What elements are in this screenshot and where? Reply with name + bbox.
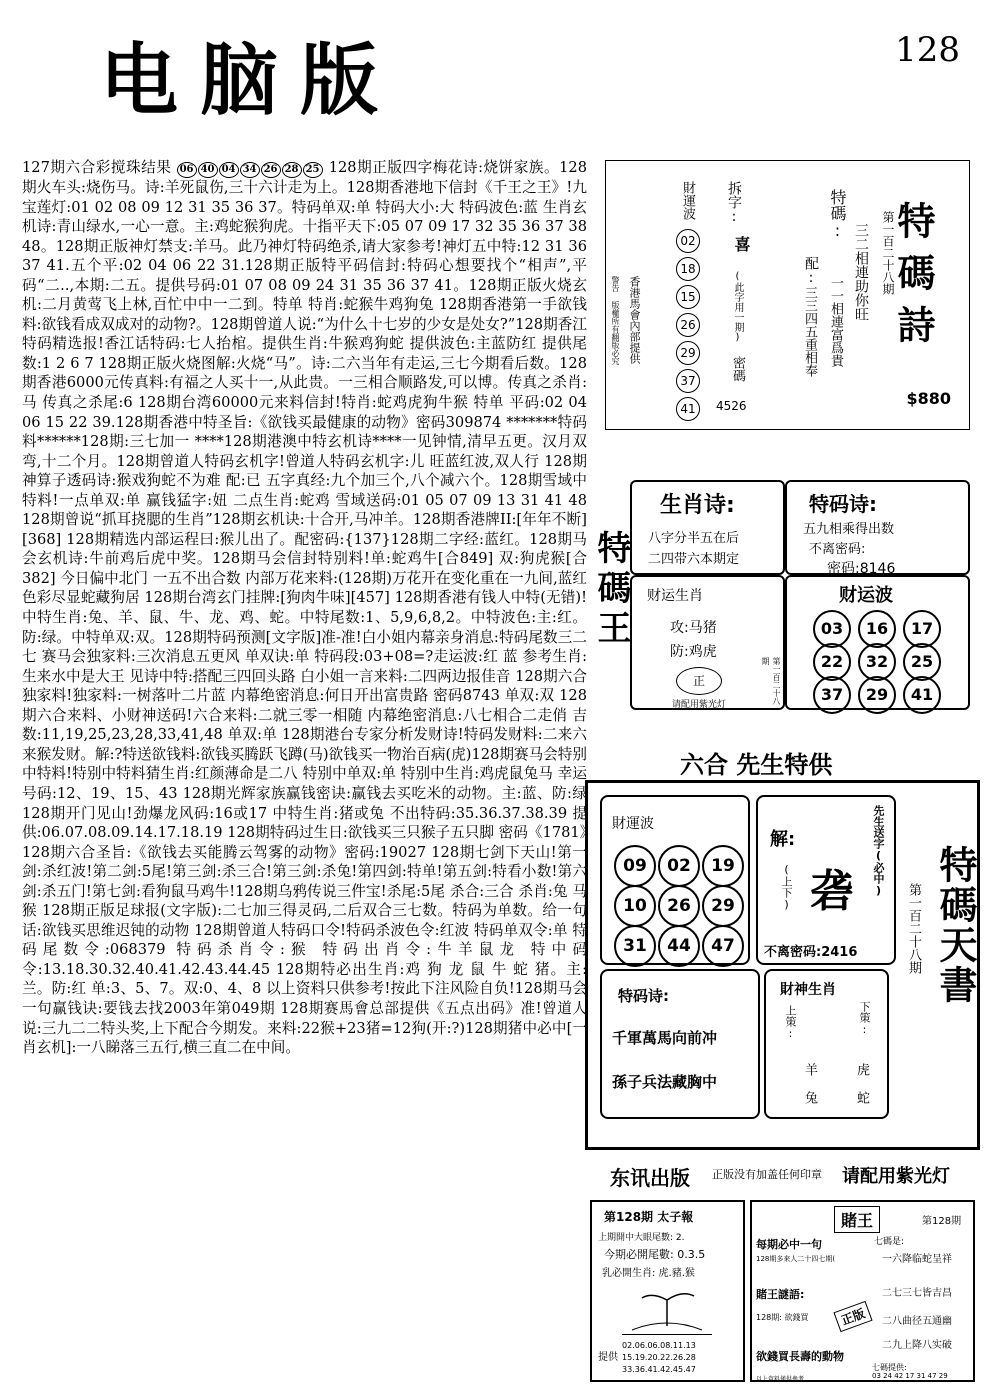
uv-label: 请配用紫光灯 (842, 1166, 950, 1187)
tianshu-poem-box (600, 969, 760, 1119)
tema-poem-2: 一一相連富爲貴 (828, 276, 843, 367)
taizi-illustration (622, 1286, 712, 1335)
caiyunbo-ball: 32 (858, 643, 896, 681)
duwang-title: 賭王 (834, 1206, 880, 1233)
result-ball: 34 (240, 162, 260, 178)
taizi-line-3: 乳必開生肖: 虎.豬.猴 (602, 1268, 695, 1279)
tianshu-mima: 不离密码:2416 (764, 945, 858, 960)
qima-nums: 03 24 42 17 31 47 29 (872, 1372, 948, 1380)
tema-poem-1: 三二相連助你旺 (853, 223, 869, 321)
result-ball: 06 (177, 162, 197, 178)
taizi-tigong: 提供 (598, 1352, 618, 1363)
taizi-box (590, 1200, 745, 1382)
shang-values: 羊 兔 (802, 1063, 817, 1104)
caiyun-title: 财运生肖 (647, 588, 703, 604)
bulimima-label: 不离密码: (809, 542, 866, 557)
jie-box (756, 795, 896, 965)
caiyunbo-ball: 37 (813, 676, 851, 714)
caiyunbo-ball: 22 (813, 643, 851, 681)
caiyunbo-ball: 41 (676, 397, 700, 421)
caiyunbo-ball: 16 (858, 610, 896, 648)
tianshu-ball: 26 (658, 885, 700, 927)
shengxiao-poem-1: 八字分半五在后 (648, 531, 740, 546)
fang-line: 防:鸡虎 (670, 644, 717, 660)
mima-value: 密码:8146 (827, 561, 896, 577)
warning-label: 警告 (611, 276, 620, 292)
shang-label: 上策: (784, 1005, 797, 1040)
result-balls (177, 159, 329, 176)
tema-wang-title: 特碼王 (591, 530, 631, 650)
tianshu-header: 六合 先生特供 (680, 751, 833, 779)
side-text: 香港馬會內部提供 (628, 276, 641, 364)
mei-qi-label: 每期必中一句 (756, 1238, 822, 1251)
line-4: 二九上降八实破 (882, 1340, 952, 1351)
tianshu-ball: 09 (614, 845, 656, 887)
tianshu-poem-1: 千軍萬馬向前冲 (612, 1029, 718, 1047)
taizi-line-1: 上期開中大眼尾數: 2. (598, 1233, 685, 1243)
tema-shi-box (605, 160, 970, 430)
seal-text: 正 (692, 674, 705, 688)
mi-sub: 128期: 欲錢買 (756, 1313, 809, 1322)
caiyunbo-ball: 26 (676, 313, 700, 337)
caiyunbo-ball: 29 (858, 676, 896, 714)
results-label: 127期六合彩搅珠结果 (22, 159, 172, 176)
caiyunbo-ball: 18 (676, 257, 700, 281)
chaizi-note: (此字用一期) (732, 271, 743, 343)
tema-shi-small-box (785, 480, 970, 575)
tema-wang-box (585, 480, 980, 740)
caiyunbo-label: 財運波 (680, 181, 695, 220)
tianshu-period: 第一百二十八期 (906, 883, 921, 974)
tree-icon (622, 1286, 712, 1334)
tianshu-poem-2: 孫子兵法藏胸中 (612, 1073, 718, 1091)
stamp-label: 正版 (833, 1301, 872, 1332)
jie-sub: (上下) (780, 863, 793, 911)
xia-values: 虎 蛇 (854, 1063, 869, 1104)
caiyunbo-ball: 29 (676, 341, 700, 365)
caiyunbo-ball: 25 (903, 643, 941, 681)
shengxiao-box (630, 480, 785, 575)
pei-label: 配: (803, 256, 819, 286)
tema-shi-small-title: 特码诗: (809, 492, 877, 516)
tianshu-ball: 44 (658, 925, 700, 967)
tianshu-ball: 29 (702, 885, 744, 927)
duwang-mi-label: 賭王謎語: (756, 1288, 805, 1301)
line-2: 二七三七皆吉昌 (882, 1288, 952, 1299)
line-1: 一六降临蛇呈祥 (882, 1254, 952, 1265)
shengxiao-poem-2: 二四带六本期定 (648, 552, 740, 567)
qima-tigong: 七碼提供: (872, 1363, 907, 1372)
period-vertical: 第一百二十八期 (761, 657, 781, 705)
copyright-note: 版權所有翻版必究 (611, 301, 620, 365)
issue-number: 128 (895, 30, 960, 70)
footer-note: 以上資料僅供參考 (756, 1376, 805, 1383)
chaizi-word: 喜 (732, 236, 751, 252)
tema-poem-3: 三三四五重相奉 (802, 286, 817, 377)
caishen-label: 財神生肖 (780, 982, 836, 998)
duwang-box (750, 1200, 975, 1382)
xia-label: 下策: (858, 1001, 871, 1036)
zhengban-label: 正版没有加盖任何印章 (712, 1168, 822, 1181)
tianshu-ball: 31 (614, 925, 656, 967)
tianshu-caiyunbo-label: 財運波 (612, 816, 654, 832)
result-ball: 28 (282, 162, 302, 178)
seal-stamp (676, 667, 722, 695)
taizi-title: 第128期 太子報 (604, 1210, 694, 1224)
tianshu-ball: 19 (702, 845, 744, 887)
qima-label: 七碼是: (874, 1237, 905, 1247)
caiyun-shengxiao-box (630, 575, 785, 710)
page-title: 电脑版 (100, 35, 401, 126)
caiyunbo-ball: 37 (676, 369, 700, 393)
result-ball: 26 (261, 162, 281, 178)
tema-shi-code: 4526 (716, 399, 747, 413)
chaizi-code: 密碼 (730, 356, 745, 382)
tianshu-poem-label: 特码诗: (618, 987, 669, 1005)
caiyunbo-title: 财运波 (839, 585, 893, 606)
result-ball: 25 (303, 162, 323, 178)
taizi-line-2: 今期必開尾數: 0.3.5 (604, 1248, 706, 1261)
tema-shi-price: $880 (906, 389, 951, 408)
result-ball: 40 (198, 162, 218, 178)
tianshu-big-title: 特碼天書 (933, 845, 978, 1005)
gong-line: 攻:马猪 (670, 620, 717, 636)
tianshu-ball: 02 (658, 845, 700, 887)
duwang-issue: 第128期 (922, 1216, 962, 1227)
tema-shi-title: 特碼詩 (891, 201, 935, 357)
main-text-column (22, 158, 587, 1058)
tema-shi-issue: 第一百二十八期 (881, 211, 895, 295)
mei-sub: 128期多來人二十四七期( (756, 1255, 836, 1263)
tianshu-box (585, 780, 980, 1150)
tema-label: 特碼: (828, 189, 847, 240)
uv-note: 请配用紫光灯 (672, 700, 727, 710)
caiyunbo-column (676, 227, 702, 423)
dongxun-label: 东讯出版 (610, 1166, 690, 1190)
line-3: 二八曲径五通幽 (882, 1316, 952, 1327)
body-paragraph: 128期正版四字梅花诗:烧饼家族。128期火车头:烧伤马。诗:羊死鼠伤,三十六计走为上。128期香港地下信封《千王之王》!九宝莲灯:01 02 08 09 12 31 35 36 37。特码单双:单 特码大小:大 特码波色:蓝 生肖玄机诗:青山绿水,一心一意。主:鸡蛇猴狗虎。十指平天下:05 07 09 17 32 35 36 37 38 48。128期正版神灯禁支:羊马。此乃神灯特码绝杀,请大家参考!神灯五中特:12 31 36 37 41.五个平:02 04 06 22 31.128期正版特平码信封:特码心想要找个“相声”,平码“二..,本期:二五。提供号码:01 07 08 09 24 31 35 36 37 41。128期正版火烧玄机:二月黄莺飞上林,百忙中中一二到。特单 特肖:蛇猴牛鸡狗兔 128期香港第一手欲钱料:欲钱看成双成对的动物?。128期曾道人说:“为什么十七岁的少女是处女?”128期香江特码精选报!香江话特码:七人抬棺。提供生肖:牛猴鸡狗蛇 提供波色:主蓝防红 提供尾数:1 2 6 7 128期正版火烧图解:火烧“马”。诗:二六当年有走运,三七今期看后数。128期香港6000元传真料:有福之人买十一,从此贵。一三相合顺路发,可以博。传真之杀肖:马 传真之杀尾:6 128期台湾60000元来料信封!特肖:蛇鸡虎狗牛猴 特单 平码:02 04 06 15 22 39.128期香港中特圣旨:《欲钱买最健康的动物》密码309874 *******特码料******128期:三七加一 ****128期港澳中特玄机诗****一见钟情,清早五更。汉月双弯,十二个月。128期曾道人特码玄机字!曾道人特码玄机字:儿 旺蓝红波,双人行 128期神算子透码诗:猴戏狗蛇不为难 配:已 五字真经:九个加三个,八个减六个。128期雪域中特料!一点单双:单 赢钱猛字:妞 二点生肖:蛇鸡 雪域送码:01 05 07 09 13 31 41 48 128期曾说“抓耳挠腮的生肖”128期玄机诀:十合开,马冲羊。128期香港牌II:[年年不断][368] 128期精选内部运程曰:猴儿出了。配密码:{137}128期二字经:蓝红。128期马会玄机诗:牛前鸡后虎中奖。128期马会信封特别料!单:蛇鸡牛[合849] 双:狗虎猴[合382] 今日偏中北门 一五不出合数 内部万花来料:(128期)万花开在变化重在一九间,蓝红色彩尽显蛇藏狗居 128期台湾玄门挂牌:[狗肉牛味][457] 128期香港有钱人中特(无错)!中特生肖:兔、羊、鼠、牛、龙、鸡、蛇。中特尾数:1、5,9,6,8,2。中特波色:主:红。防:绿。中特单双:双。128期特码预测[文字版]准-准!白小姐内幕亲身消息:特码尾数三二七 赛马会独家料:三次消息五更风 单双诀:单 特码段:03+08=?走运波:红 蓝 参考生肖:生来水中是大王 见诗中特:搭配三四回头路 白小姐一言来料:二四两边报佳音 128期六合独家料!独家料:一树落叶二片蓝 内幕绝密消息:何日开出富贵路 密码8743 单双:双 128期六合来料、小财神送码!六合来料:二就三零一相随 内幕绝密消息:八七相合二走俏 吉数:11,19,25,23,28,33,41,48 单双:单 128期港台专家分析发财诗!特码发财料:二来六来猴发财。解:?特送欲钱料:欲钱买腾跃飞蹲(马)欲钱买一物治百病(虎)128期赛马会特别中特料!特别中特料猜生肖:红颜薄命是二八 特别中单双:单 特别中生肖:鸡虎鼠兔马 幸运号码:12、19、15、43 128期光辉家族赢钱密诀:赢钱去买吃米的动物。主:蓝、防:绿 128期开门见山!劲爆龙风码:16或17 中特生肖:猪或兔 不出特码:35.36.37.38.39 提供:06.07.08.09.14.17.18.19 128期特码过生日:欲钱买三只猴子五只脚 密码《1781》128期六合圣旨:《欲钱去买能腾云驾雾的动物》密码:19027 128期七剑下天山!第一剑:杀红波!第二剑:5尾!第三剑:杀三合!第三剑:杀兔!第四剑:特单!第五剑:特看小数!第六剑:杀五门!第七剑:看狗鼠马鸡牛!128期乌鸦传说三件宝!杀尾:5尾 杀合:三合 杀肖:兔 马 猴 128期正版足球报(文字版):二七加三得灵码,二后双合三七数。特码为单数。给一句话:欲钱买思维迟钝的动物 128期曾道人特码口令!特码杀波色令:红波 特码单双令:单 特码尾数令:068379 特码杀肖令:猴 特码出肖令:牛羊鼠龙 特中码令:13.18.30.32.40.41.42.43.44.45 128期特必出生肖:鸡 狗 龙 鼠 牛 蛇 猪。主:兰。防:红 单:3、5、7。双:0、4、8 以上资料只供参考!按此下注风险自负!128期马会一句赢钱诀:要钱去找2003年第049期 128期赛馬會总部提供《五点出码》准!曾道人说:三九二二特头奖,上下配合今期发。来料:22猴+23猪=12狗(开:?)128期猪中必中[一肖玄机]:一八睇落三五行,横三直二在中间。 (22, 159, 587, 1057)
shengxiao-title: 生肖诗: (660, 493, 735, 518)
caishen-box (764, 969, 889, 1119)
caiyunbo-ball: 02 (676, 229, 700, 253)
result-ball: 04 (219, 162, 239, 178)
chaizi-label: 拆字: (726, 181, 742, 225)
tianshu-ball: 10 (614, 885, 656, 927)
xiansheng-label: 先生送字(必中) (872, 805, 885, 897)
caiyunbo-ball: 03 (813, 610, 851, 648)
caiyunbo-ball: 41 (903, 676, 941, 714)
caiyunbo-ball: 17 (903, 610, 941, 648)
big-char: 砻 (810, 866, 854, 917)
tianshu-ball: 47 (702, 925, 744, 967)
taizi-nums: 02.06.06.08.11.13 15.19.20.22.26.28 33.36.41.42.45.47 (622, 1341, 696, 1374)
jie-label: 解: (770, 829, 796, 850)
caiyunbo-ball: 15 (676, 285, 700, 309)
tema-shi-small-line: 五九相乘得出数 (803, 522, 895, 537)
duwang-left-bottom: 欲錢買長壽的動物 (756, 1350, 844, 1363)
